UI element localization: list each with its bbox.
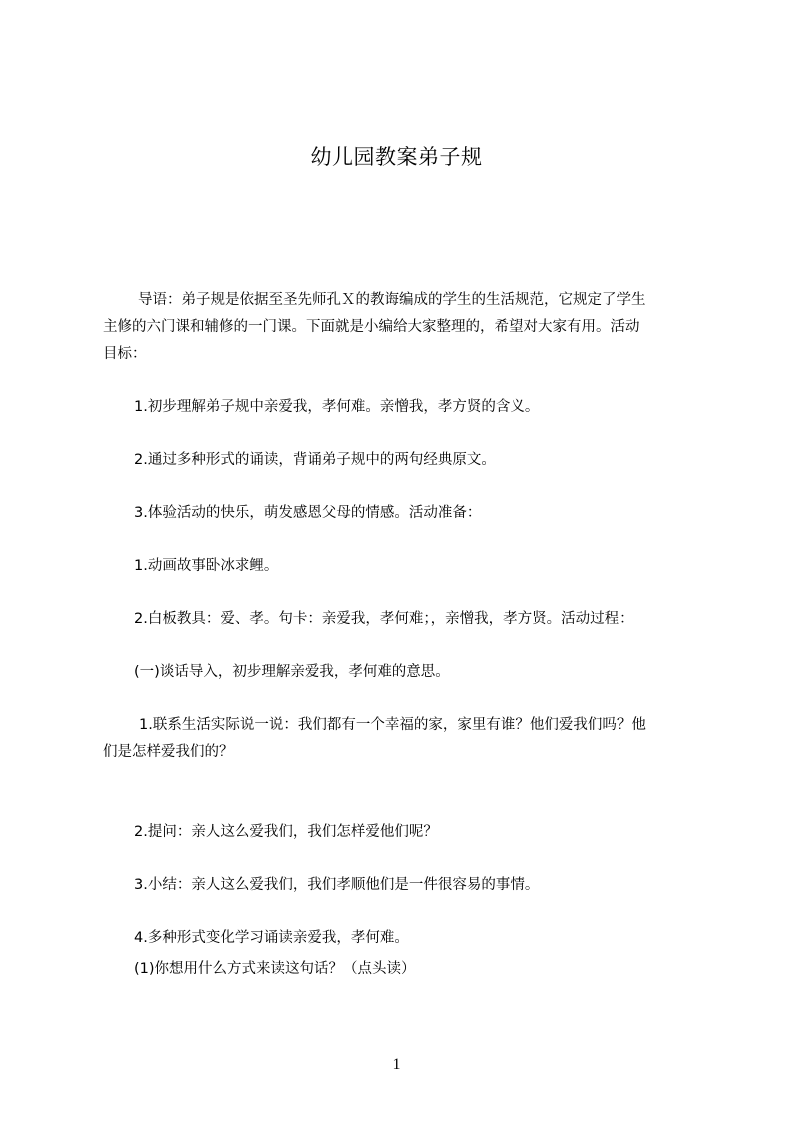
intro-line: 目标： bbox=[103, 346, 147, 362]
objective-3: 3.体验活动的快乐，萌发感恩父母的情感。活动准备： bbox=[134, 505, 482, 521]
process-step-2: 2.提问：亲人这么爱我们，我们怎样爱他们呢？ bbox=[134, 824, 438, 840]
intro-line: 主修的六门课和辅修的一门课。下面就是小编给大家整理的，希望对大家有用。活动 bbox=[103, 319, 640, 335]
step-line: 们是怎样爱我们的？ bbox=[103, 744, 234, 760]
page-number: 1 bbox=[392, 1056, 401, 1073]
process-step-1 bbox=[103, 712, 703, 766]
step-line: 1.联系生活实际说一说：我们都有一个幸福的家，家里有谁？他们爱我们吗？他 bbox=[139, 717, 646, 733]
process-step-4: 4.多种形式变化学习诵读亲爱我，孝何难。 bbox=[134, 930, 409, 946]
process-section-1: (一)谈话导入，初步理解亲爱我，孝何难的意思。 bbox=[134, 664, 450, 680]
process-step-3: 3.小结：亲人这么爱我们，我们孝顺他们是一件很容易的事情。 bbox=[134, 877, 540, 893]
document-title: 幼儿园教案弟子规 bbox=[310, 145, 483, 169]
preparation-2: 2.白板教具：爱、孝。句卡：亲爱我，孝何难；，亲憎我，孝方贤。活动过程： bbox=[134, 611, 634, 627]
intro-line: 导语：弟子规是依据至圣先师孔Ｘ的教诲编成的学生的生活规范，它规定了学生 bbox=[138, 292, 646, 308]
process-substep-1: (1)你想用什么方式来读这句话？（点头读） bbox=[134, 961, 416, 977]
intro-paragraph bbox=[103, 287, 703, 368]
objective-1: 1.初步理解弟子规中亲爱我，孝何难。亲憎我，孝方贤的含义。 bbox=[134, 399, 540, 415]
objective-2: 2.通过多种形式的诵读，背诵弟子规中的两句经典原文。 bbox=[134, 452, 496, 468]
preparation-1: 1.动画故事卧冰求鲤。 bbox=[134, 558, 279, 574]
